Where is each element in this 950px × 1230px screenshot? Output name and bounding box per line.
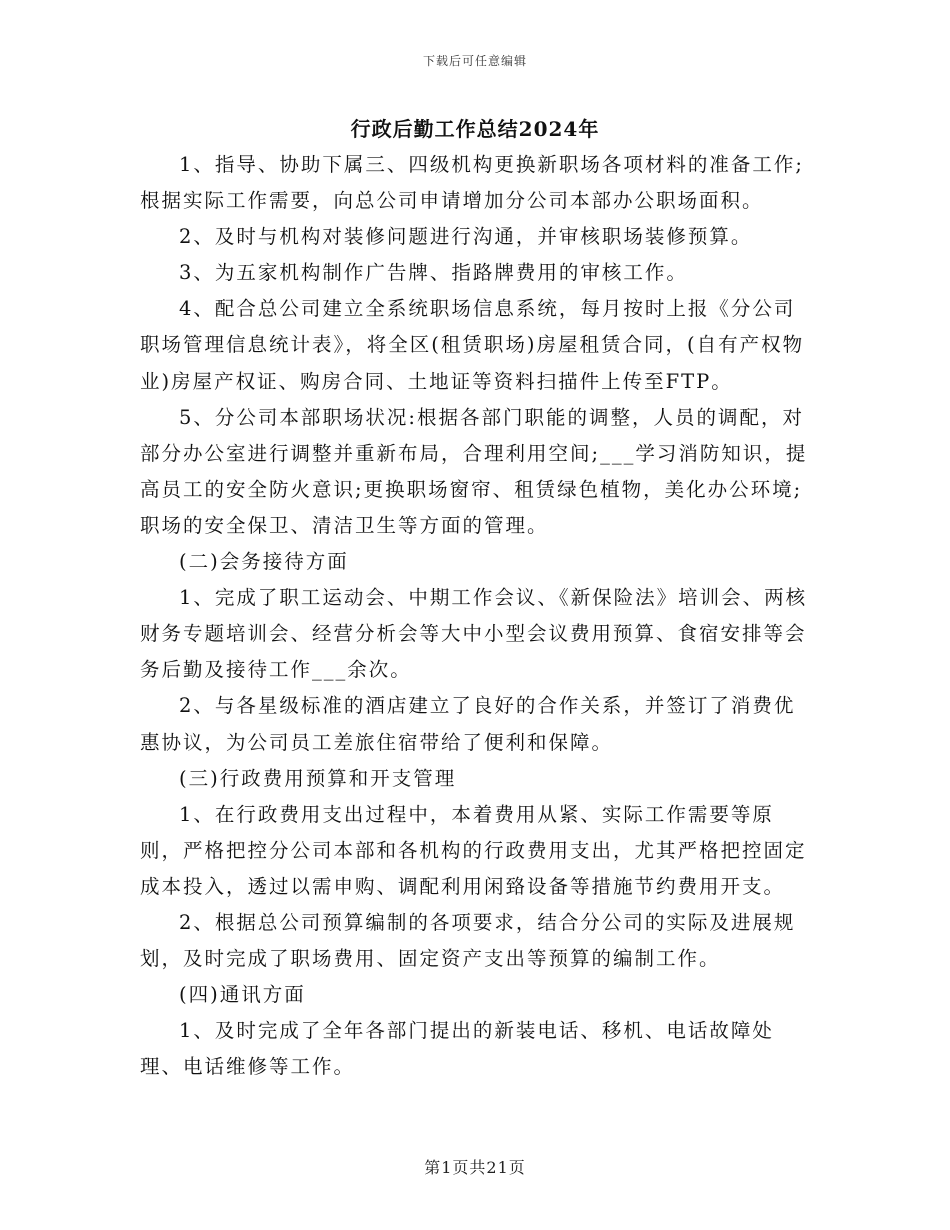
section-heading: (二)会务接待方面 (179, 550, 349, 574)
paragraph: 1、及时完成了全年各部门提出的新装电话、移机、电话故障处理、电话维修等工作。 (140, 1019, 774, 1079)
document-title: 行政后勤工作总结2024年 (350, 117, 600, 141)
document-body (140, 147, 812, 1085)
section-heading: (四)通讯方面 (179, 983, 306, 1007)
paragraph: 2、及时与机构对装修问题进行沟通，并审核职场装修预算。 (179, 225, 753, 249)
paragraph: 2、与各星级标准的酒店建立了良好的合作关系，并签订了消费优惠协议，为公司员工差旅住宿带给了便利和保障。 (140, 694, 796, 754)
paragraph: 1、指导、协助下属三、四级机构更换新职场各项材料的准备工作;根据实际工作需要，向总公司申请增加分公司本部办公职场面积。 (140, 153, 804, 213)
paragraph: 3、为五家机构制作广告牌、指路牌费用的审核工作。 (179, 261, 688, 285)
paragraph: 5、分公司本部职场状况:根据各部门职能的调整，人员的调配，对部分办公室进行调整并重新布局，合理利用空间;___学习消防知识，提高员工的安全防火意识;更换职场窗帘、租赁绿色植物，美化办公环境;职场的安全保卫、清洁卫生等方面的管理。 (140, 405, 808, 537)
paragraph: 1、在行政费用支出过程中，本着费用从紧、实际工作需要等原则，严格把控分公司本部和各机构的行政费用支出，尤其严格把控固定成本投入，透过以需申购、调配利用闲臵设备等措施节约费用开支。 (140, 802, 807, 898)
paragraph: 1、完成了职工运动会、中期工作会议、《新保险法》培训会、两核财务专题培训会、经营分析会等大中小型会议费用预算、食宿安排等会务后勤及接待工作___余次。 (140, 586, 808, 682)
section-heading: (三)行政费用预算和开支管理 (179, 766, 457, 790)
header-note: 下载后可任意编辑 (422, 54, 527, 68)
paragraph: 4、配合总公司建立全系统职场信息系统，每月按时上报《分公司职场管理信息统计表》，将全区(租赁职场)房屋租赁合同，(自有产权物业)房屋产权证、购房合同、土地证等资料扫描件上传至FTP。 (140, 297, 805, 393)
paragraph: 2、根据总公司预算编制的各项要求，结合分公司的实际及进展规划，及时完成了职场费用、固定资产支出等预算的编制工作。 (140, 910, 796, 971)
page-number-footer: 第1页共21页 (424, 1158, 526, 1177)
